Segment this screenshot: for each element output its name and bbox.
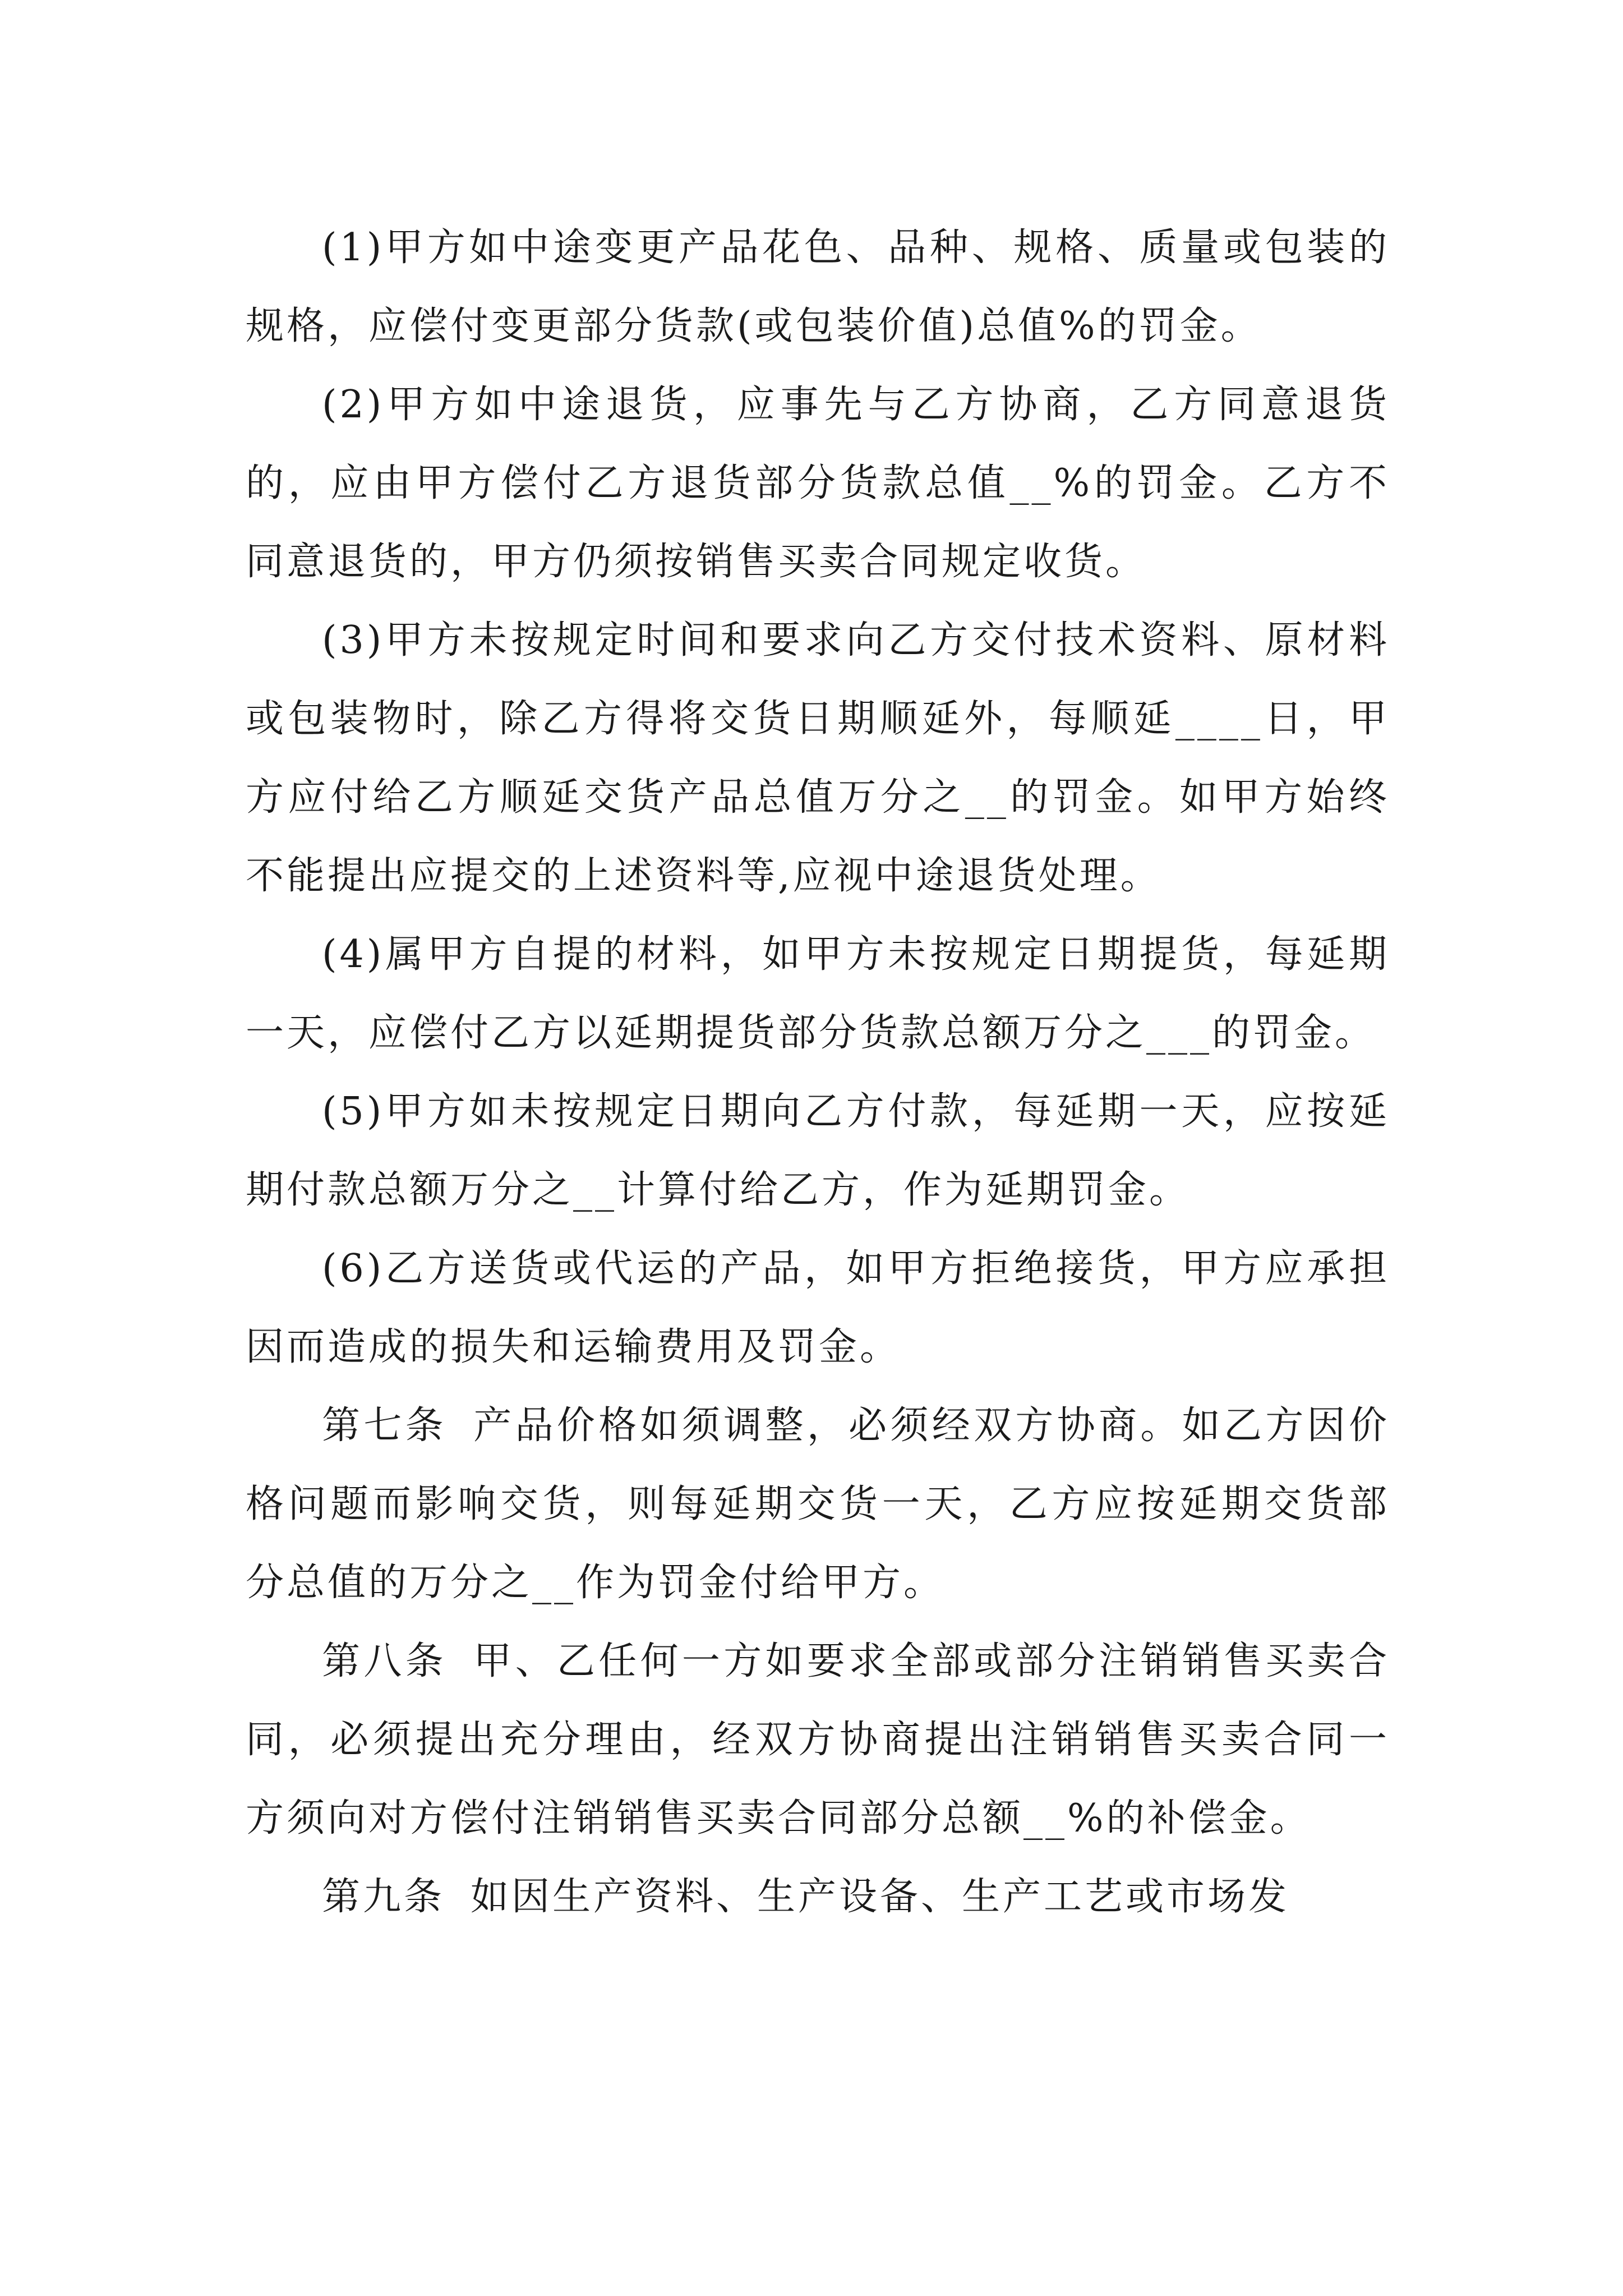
article-9-label: 第九条 <box>322 1875 445 1919</box>
article-9-paragraph <box>246 1858 1390 1936</box>
contract-body <box>246 209 1390 1936</box>
clause-label-6: (6) <box>322 1246 385 1291</box>
clause-paragraph-2 <box>246 366 1390 601</box>
article-7-paragraph <box>246 1387 1390 1622</box>
article-8-text: 甲、乙任何一方如要求全部或部分注销销售买卖合同，必须提出充分理由，经双方协商提出注销销售买卖合同一方须向对方偿付注销销售买卖合同部分总额__%的补偿金。 <box>246 1639 1390 1841</box>
article-9-text: 如因生产资料、生产设备、生产工艺或市场发 <box>471 1875 1290 1919</box>
clause-text-4: 属甲方自提的材料，如甲方未按规定日期提货，每延期一天，应偿付乙方以延期提货部分货款总额万分之___的罚金。 <box>246 932 1390 1055</box>
clause-paragraph-1 <box>246 209 1390 366</box>
clause-text-3: 甲方未按规定时间和要求向乙方交付技术资料、原材料或包装物时，除乙方得将交货日期顺延外，每顺延____日，甲方应付给乙方顺延交货产品总值万分之__的罚金。如甲方始终不能提出应提交的上述资料等,应视中途退货处理。 <box>246 618 1390 898</box>
clause-text-1: 甲方如中途变更产品花色、品种、规格、质量或包装的规格，应偿付变更部分货款(或包装价值)总值%的罚金。 <box>246 226 1390 348</box>
clause-label-5: (5) <box>322 1089 385 1134</box>
clause-text-2: 甲方如中途退货，应事先与乙方协商，乙方同意退货的，应由甲方偿付乙方退货部分货款总值__%的罚金。乙方不同意退货的，甲方仍须按销售买卖合同规定收货。 <box>246 383 1390 584</box>
clause-label-4: (4) <box>322 932 385 977</box>
article-8-paragraph <box>246 1622 1390 1858</box>
clause-label-3: (3) <box>322 618 385 662</box>
clause-paragraph-5 <box>246 1073 1390 1230</box>
clause-label-1: (1) <box>322 226 385 270</box>
article-8-label: 第八条 <box>322 1639 447 1683</box>
clause-paragraph-6 <box>246 1230 1390 1387</box>
article-7-label: 第七条 <box>322 1404 447 1448</box>
clause-paragraph-3 <box>246 601 1390 915</box>
clause-text-6: 乙方送货或代运的产品，如甲方拒绝接货，甲方应承担因而造成的损失和运输费用及罚金。 <box>246 1246 1390 1369</box>
clause-label-2: (2) <box>322 383 385 427</box>
clause-text-5: 甲方如未按规定日期向乙方付款，每延期一天，应按延期付款总额万分之__计算付给乙方，作为延期罚金。 <box>246 1089 1390 1212</box>
clause-paragraph-4 <box>246 915 1390 1073</box>
article-7-text: 产品价格如须调整，必须经双方协商。如乙方因价格问题而影响交货，则每延期交货一天，乙方应按延期交货部分总值的万分之__作为罚金付给甲方。 <box>246 1404 1390 1605</box>
